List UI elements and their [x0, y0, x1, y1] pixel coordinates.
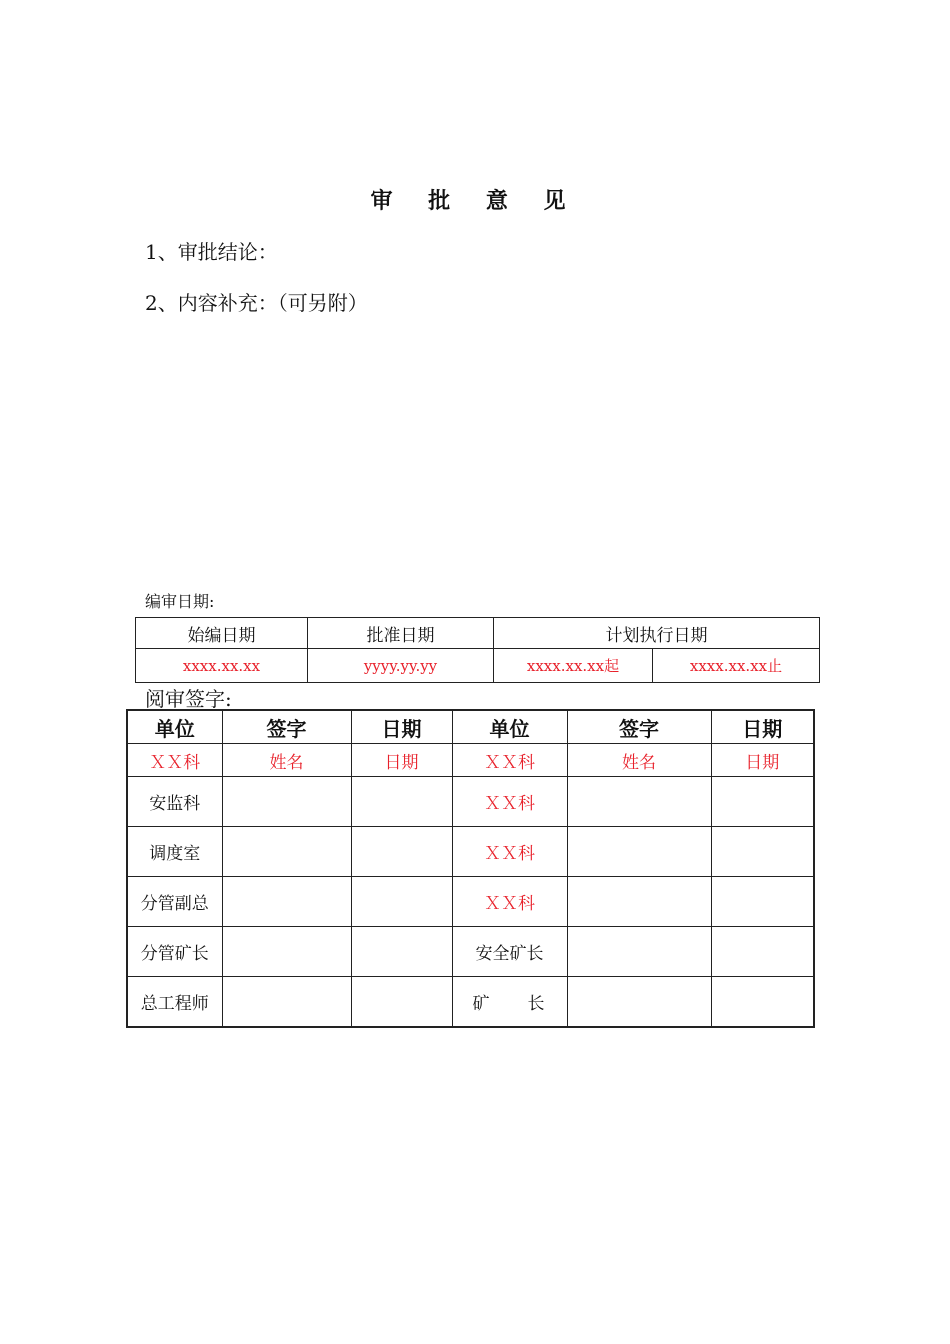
signature-cell[interactable] — [567, 827, 711, 877]
unit-cell: 安全矿长 — [452, 927, 567, 977]
page-title: 审 批 意 见 — [370, 188, 580, 214]
unit-cell: ＸＸ科 — [452, 877, 567, 927]
unit-cell: 总工程师 — [127, 977, 222, 1028]
date-cell[interactable] — [351, 777, 452, 827]
signature-cell[interactable] — [222, 877, 351, 927]
signature-cell[interactable] — [222, 977, 351, 1028]
table-row — [127, 877, 814, 927]
approve-date-value: yyyy.yy.yy — [308, 649, 494, 683]
header-plan-date: 计划执行日期 — [494, 618, 820, 649]
header-unit: 单位 — [127, 710, 222, 744]
signature-cell[interactable] — [567, 977, 711, 1028]
signature-cell[interactable] — [567, 877, 711, 927]
date-cell: 日期 — [711, 744, 814, 777]
unit-cell: 分管副总 — [127, 877, 222, 927]
header-date: 日期 — [711, 710, 814, 744]
signature-cell[interactable] — [567, 777, 711, 827]
date-cell[interactable] — [351, 877, 452, 927]
unit-cell: ＸＸ科 — [452, 744, 567, 777]
date-cell[interactable] — [711, 827, 814, 877]
unit-cell-part: 长 — [527, 994, 545, 1014]
header-approve-date: 批准日期 — [308, 618, 494, 649]
unit-cell: 分管矿长 — [127, 927, 222, 977]
unit-cell: ＸＸ科 — [452, 777, 567, 827]
table-row — [127, 744, 814, 777]
table-row — [127, 777, 814, 827]
signature-cell: 姓名 — [567, 744, 711, 777]
table-row — [127, 827, 814, 877]
header-signature: 签字 — [567, 710, 711, 744]
start-date-value: xxxx.xx.xx — [136, 649, 308, 683]
header-unit: 单位 — [452, 710, 567, 744]
plan-start-value: xxxx.xx.xx起 — [494, 649, 653, 683]
header-date: 日期 — [351, 710, 452, 744]
plan-end-value: xxxx.xx.xx止 — [653, 649, 820, 683]
signature-header-row — [127, 710, 814, 744]
date-table-value-row — [136, 649, 820, 683]
date-cell: 日期 — [351, 744, 452, 777]
unit-cell: 调度室 — [127, 827, 222, 877]
unit-cell — [452, 977, 567, 1028]
signature-cell: 姓名 — [222, 744, 351, 777]
header-start-date: 始编日期 — [136, 618, 308, 649]
unit-cell-part: 矿 — [472, 994, 490, 1014]
date-table-header-row — [136, 618, 820, 649]
approval-conclusion-label: 1、审批结论： — [145, 240, 278, 264]
unit-cell: 安监科 — [127, 777, 222, 827]
unit-cell: ＸＸ科 — [452, 827, 567, 877]
table-row — [127, 927, 814, 977]
date-cell[interactable] — [351, 977, 452, 1028]
date-cell[interactable] — [711, 977, 814, 1028]
signature-table — [126, 709, 815, 1028]
signature-cell[interactable] — [567, 927, 711, 977]
header-signature: 签字 — [222, 710, 351, 744]
date-cell[interactable] — [711, 927, 814, 977]
signature-cell[interactable] — [222, 777, 351, 827]
date-table — [135, 617, 820, 683]
date-cell[interactable] — [711, 777, 814, 827]
date-cell[interactable] — [351, 827, 452, 877]
signature-cell[interactable] — [222, 927, 351, 977]
date-cell[interactable] — [711, 877, 814, 927]
table-row — [127, 977, 814, 1028]
content-supplement-label: 2、内容补充：（可另附） — [145, 291, 368, 315]
signature-cell[interactable] — [222, 827, 351, 877]
date-cell[interactable] — [351, 927, 452, 977]
review-sign-caption: 阅审签字: — [145, 687, 232, 711]
edit-date-caption: 编审日期: — [145, 592, 215, 611]
unit-cell: ＸＸ科 — [127, 744, 222, 777]
